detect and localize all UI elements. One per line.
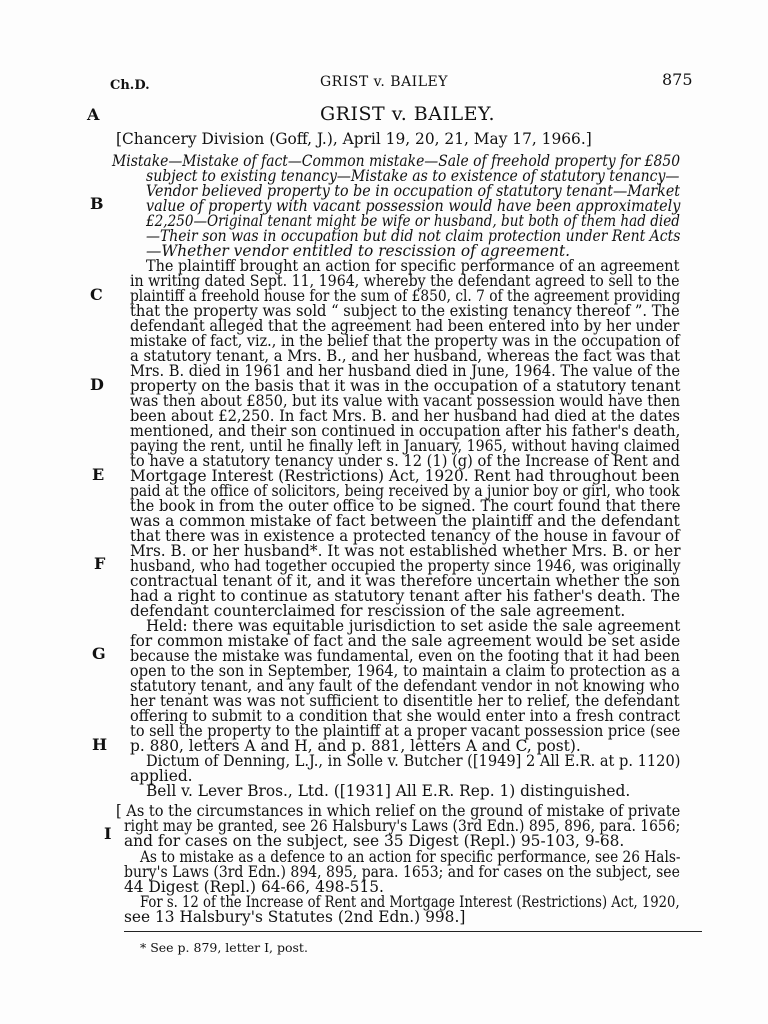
headnote-line: was a common mistake of fact between the plaintiff and the defendant bbox=[130, 512, 680, 530]
headnote-line: Mrs. B. or her husband*. It was not established whether Mrs. B. or her bbox=[130, 542, 681, 560]
headnote-line: been about £2,250. In fact Mrs. B. and her husband had died at the dates bbox=[130, 407, 680, 425]
annotation-line: and for cases on the subject, see 35 Digest (Repl.) 95-103, 9-68. bbox=[124, 832, 625, 850]
headnote-line: Mortgage Interest (Restrictions) Act, 1920. Rent had throughout been bbox=[130, 467, 680, 485]
catchword-line: £2,250—Original tenant might be wife or husband, but both of them had died bbox=[146, 212, 680, 230]
catchword-line: subject to existing tenancy—Mistake as to existence of statutory tenancy— bbox=[146, 167, 680, 185]
headnote-line: that the property was sold “ subject to the existing tenancy thereof ”. The bbox=[130, 302, 680, 320]
held-line: because the mistake was fundamental, even on the footing that it had been bbox=[130, 647, 680, 665]
headnote-line: mentioned, and their son continued in occupation after his father's death, bbox=[130, 422, 681, 440]
headnote-line: paid at the office of solicitors, being received by a junior boy or girl, who took bbox=[130, 482, 680, 500]
margin-letter: D bbox=[90, 375, 104, 394]
dictum-line: Dictum of Denning, L.J., in Solle v. Butcher ([1949] 2 All E.R. at p. 1120) bbox=[146, 752, 681, 770]
headnote-line: property on the basis that it was in the occupation of a statutory tenant bbox=[130, 377, 681, 395]
margin-letter: B bbox=[90, 194, 104, 213]
annotation-line: right may be granted, see 26 Halsbury's Laws (3rd Edn.) 895, 896, para. 1656; bbox=[124, 817, 681, 835]
held-line: p. 880, letters A and H, and p. 881, letters A and C, post). bbox=[130, 737, 581, 755]
held-line: open to the son in September, 1964, to maintain a claim to protection as a bbox=[130, 662, 681, 680]
margin-letter: A bbox=[87, 105, 100, 124]
headnote-line: The plaintiff brought an action for specific performance of an agreement bbox=[146, 257, 680, 275]
catchword-line: —Their son was in occupation but did not claim protection under Rent Acts bbox=[146, 227, 681, 245]
held-line: offering to submit to a condition that she would enter into a fresh contract bbox=[130, 707, 680, 725]
page-number: 875 bbox=[662, 70, 693, 89]
held-line: her tenant was was not sufficient to disentitle her to relief, the defendant bbox=[130, 692, 680, 710]
annotation-line: As to mistake as a defence to an action for specific performance, see 26 Hals- bbox=[140, 848, 681, 866]
headnote-line: in writing dated Sept. 11, 1964, whereby the defendant agreed to sell to the bbox=[130, 272, 680, 290]
running-title: GRIST v. BAILEY bbox=[320, 74, 448, 90]
margin-letter: F bbox=[94, 554, 106, 573]
annotation-line: 44 Digest (Repl.) 64-66, 498-515. bbox=[124, 878, 384, 896]
margin-letter: G bbox=[92, 644, 106, 663]
case-title: GRIST v. BAILEY. bbox=[320, 103, 496, 125]
division-label: Ch.D. bbox=[110, 78, 150, 93]
headnote-line: husband, who had together occupied the property since 1946, was originally bbox=[130, 557, 681, 575]
margin-letter: I bbox=[104, 824, 112, 843]
margin-letter: C bbox=[90, 285, 103, 304]
annotation-line: bury's Laws (3rd Edn.) 894, 895, para. 1653; and for cases on the subject, see bbox=[124, 863, 680, 881]
headnote-line: defendant alleged that the agreement had been entered into by her under bbox=[130, 317, 680, 335]
distinguished-line: Bell v. Lever Bros., Ltd. ([1931] All E.R. Rep. 1) distinguished. bbox=[146, 782, 631, 800]
catchword-line: Mistake—Mistake of fact—Common mistake—Sale of freehold property for £850 bbox=[112, 152, 681, 170]
catchword-line: —Whether vendor entitled to rescission of agreement. bbox=[146, 242, 571, 260]
headnote-line: the book in from the outer office to be signed. The court found that there bbox=[130, 497, 681, 515]
held-line: Held: there was equitable jurisdiction to set aside the sale agreement bbox=[146, 617, 681, 635]
margin-letter: H bbox=[92, 735, 108, 754]
held-line: for common mistake of fact and the sale agreement would be set aside bbox=[130, 632, 681, 650]
headnote-line: contractual tenant of it, and it was therefore uncertain whether the son bbox=[130, 572, 681, 590]
annotation-line: see 13 Halsbury's Statutes (2nd Edn.) 998.] bbox=[124, 908, 466, 926]
margin-letter: E bbox=[92, 465, 105, 484]
headnote-line: plaintiff a freehold house for the sum of £850, cl. 7 of the agreement providing bbox=[130, 287, 681, 305]
held-line: statutory tenant, and any fault of the defendant vendor in not knowing who bbox=[130, 677, 680, 695]
headnote-line: that there was in existence a protected tenancy of the house in favour of bbox=[130, 527, 680, 545]
footnote-divider bbox=[124, 931, 702, 932]
headnote-line: was then about £850, but its value with vacant possession would have then bbox=[130, 392, 681, 410]
catchword-line: value of property with vacant possession would have been approximately bbox=[146, 197, 681, 215]
headnote-line: had a right to continue as statutory tenant after his father's death. The bbox=[130, 587, 680, 605]
court-line: [Chancery Division (Goff, J.), April 19, 20, 21, May 17, 1966.] bbox=[116, 130, 592, 148]
headnote-line: Mrs. B. died in 1961 and her husband died in June, 1964. The value of the bbox=[130, 362, 681, 380]
headnote-line: paying the rent, until he finally left in January, 1965, without having claimed bbox=[130, 437, 681, 455]
held-line: to sell the property to the plaintiff at a proper vacant possession price (see bbox=[130, 722, 681, 740]
catchword-line: Vendor believed property to be in occupation of statutory tenant—Market bbox=[146, 182, 680, 200]
headnote-line: a statutory tenant, a Mrs. B., and her husband, whereas the fact was that bbox=[130, 347, 681, 365]
headnote-line: to have a statutory tenancy under s. 12 (1) (g) of the Increase of Rent and bbox=[130, 452, 680, 470]
annotation-line: For s. 12 of the Increase of Rent and Mortgage Interest (Restrictions) Act, 1920, bbox=[140, 893, 680, 911]
annotation-line: [ As to the circumstances in which relief on the ground of mistake of private bbox=[116, 802, 681, 820]
dictum-line: applied. bbox=[130, 767, 193, 785]
footnote: * See p. 879, letter I, post. bbox=[140, 940, 308, 955]
headnote-line: mistake of fact, viz., in the belief that the property was in the occupation of bbox=[130, 332, 680, 350]
headnote-line: defendant counterclaimed for rescission of the sale agreement. bbox=[130, 602, 626, 620]
